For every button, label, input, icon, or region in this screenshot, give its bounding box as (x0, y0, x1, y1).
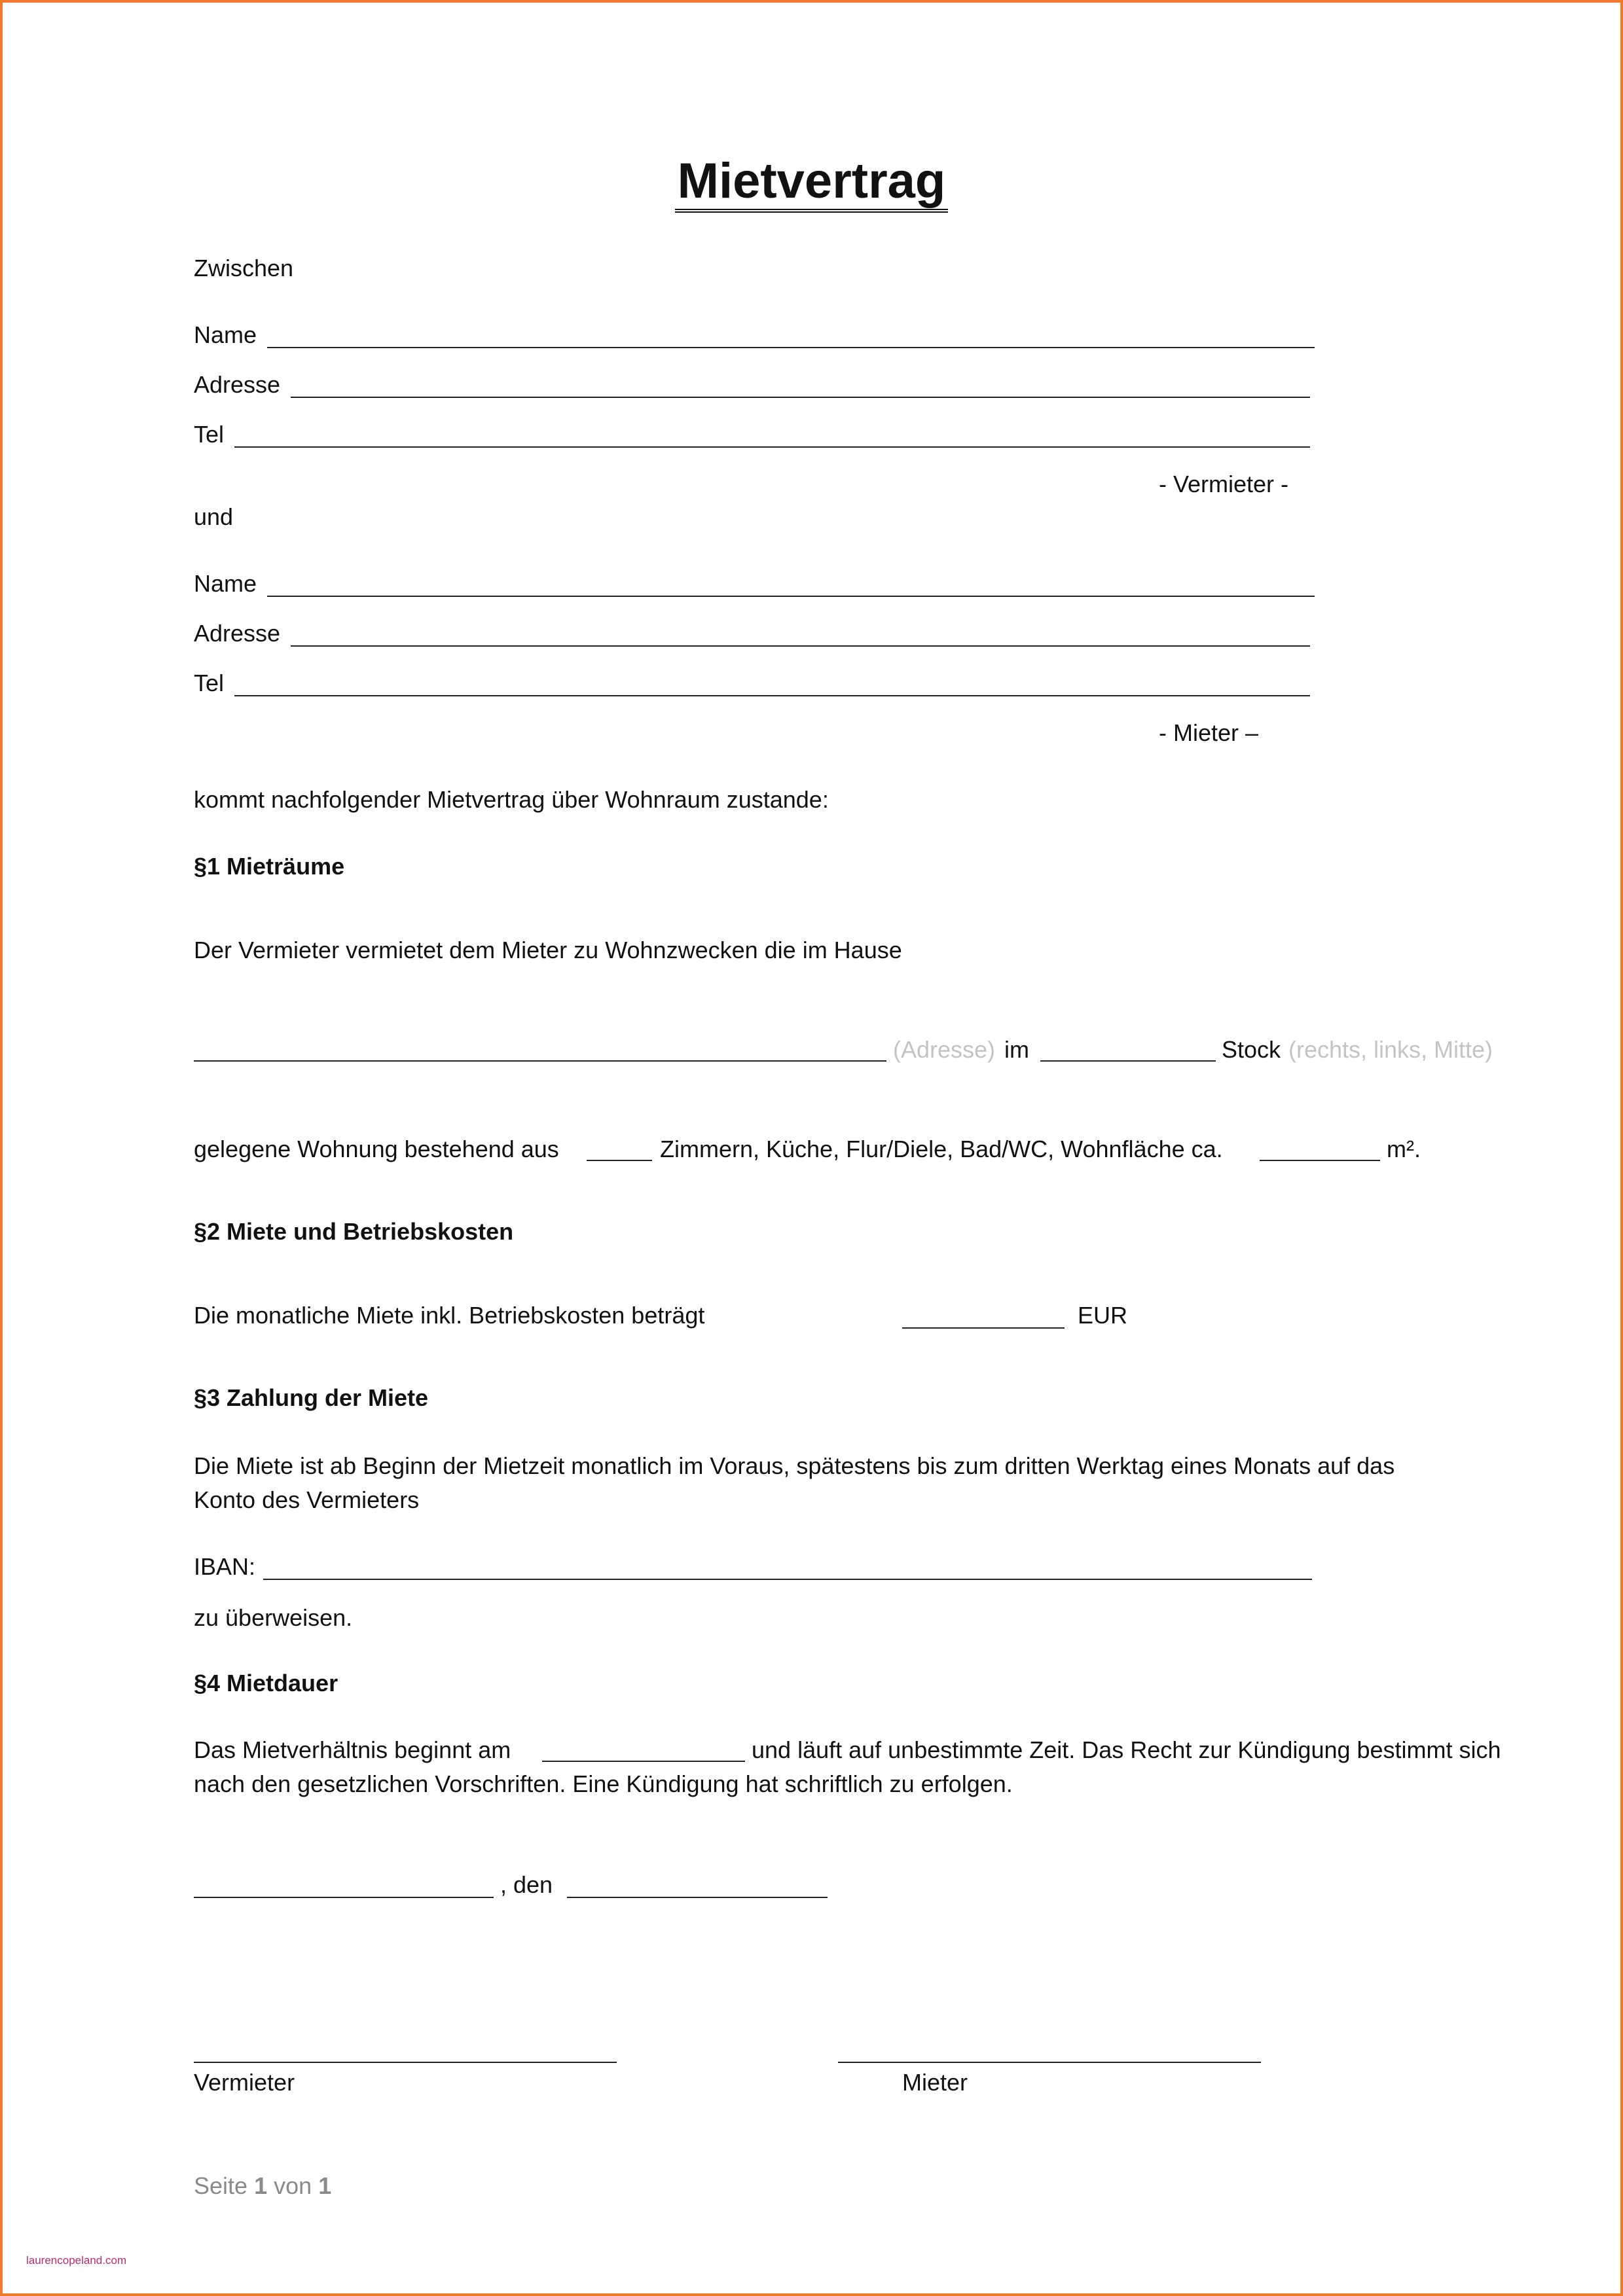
side-hint: (rechts, links, Mitte) (1288, 1036, 1493, 1063)
date-field[interactable] (567, 1897, 828, 1898)
tenant-tel-field[interactable] (234, 695, 1310, 696)
im-label: im (1004, 1036, 1029, 1063)
section-3-text-1: Die Miete ist ab Beginn der Mietzeit monatlich im Voraus, spätestens bis zum dritten Werktag eines Monats auf das (194, 1452, 1395, 1479)
section-2-text: Die monatliche Miete inkl. Betriebskosten beträgt (194, 1302, 705, 1329)
section-1-text: Der Vermieter vermietet dem Mieter zu Wohnzwecken die im Hause (194, 937, 902, 963)
tenant-address-label: Adresse (194, 620, 281, 647)
area-field[interactable] (1260, 1160, 1380, 1161)
landlord-signature-label: Vermieter (194, 2069, 295, 2096)
section-1-heading: §1 Mieträume (194, 853, 345, 880)
landlord-address-label: Adresse (194, 371, 281, 398)
landlord-tel-field[interactable] (234, 446, 1310, 448)
tenant-signature-field[interactable] (838, 2062, 1261, 2063)
document-title: Mietvertrag (3, 152, 1620, 211)
tenant-tel-label: Tel (194, 670, 225, 696)
section-4-text-a: Das Mietverhältnis beginnt am (194, 1736, 511, 1763)
section-3-text-2: Konto des Vermieters (194, 1486, 420, 1513)
section-4-text-b: und läuft auf unbestimmte Zeit. Das Recht zur Kündigung bestimmt sich (752, 1736, 1501, 1763)
intro-text: kommt nachfolgender Mietvertrag über Wohnraum zustande: (194, 786, 829, 813)
start-date-field[interactable] (542, 1761, 745, 1762)
apartment-text-a: gelegene Wohnung bestehend aus (194, 1136, 559, 1162)
tenant-role: - Mieter – (1159, 719, 1259, 746)
address-hint: (Adresse) (893, 1036, 996, 1063)
rent-amount-field[interactable] (902, 1327, 1065, 1329)
landlord-name-field[interactable] (267, 347, 1315, 348)
section-2-heading: §2 Miete und Betriebskosten (194, 1218, 514, 1245)
footer-seite: Seite (194, 2172, 248, 2199)
landlord-address-field[interactable] (291, 397, 1310, 398)
currency-label: EUR (1078, 1302, 1128, 1329)
page-footer (194, 2172, 331, 2200)
iban-label: IBAN: (194, 1553, 256, 1580)
area-unit: m². (1387, 1136, 1421, 1162)
watermark-text: laurencopeland.com (26, 2254, 127, 2267)
place-field[interactable] (194, 1897, 494, 1898)
section-3-text-3: zu überweisen. (194, 1604, 353, 1631)
between-label: Zwischen (194, 255, 294, 281)
footer-page-total: 1 (318, 2172, 332, 2199)
landlord-tel-label: Tel (194, 421, 225, 448)
property-address-field[interactable] (194, 1060, 886, 1062)
apartment-text-b: Zimmern, Küche, Flur/Diele, Bad/WC, Wohnfläche ca. (660, 1136, 1223, 1162)
place-date-separator: , den (500, 1871, 553, 1898)
landlord-signature-field[interactable] (194, 2062, 617, 2063)
landlord-role: - Vermieter - (1159, 471, 1289, 497)
tenant-name-field[interactable] (267, 596, 1315, 597)
and-label: und (194, 503, 234, 530)
section-3-heading: §3 Zahlung der Miete (194, 1384, 429, 1411)
landlord-name-label: Name (194, 321, 257, 348)
tenant-name-label: Name (194, 570, 257, 597)
section-4-heading: §4 Mietdauer (194, 1670, 338, 1696)
footer-von: von (274, 2172, 312, 2199)
section-4-text-2: nach den gesetzlichen Vorschriften. Eine Kündigung hat schriftlich zu erfolgen. (194, 1770, 1013, 1797)
tenant-signature-label: Mieter (902, 2069, 968, 2096)
floor-field[interactable] (1040, 1060, 1216, 1062)
tenant-address-field[interactable] (291, 645, 1310, 647)
rooms-field[interactable] (587, 1160, 652, 1161)
footer-page-number: 1 (254, 2172, 268, 2199)
stock-label: Stock (1222, 1036, 1281, 1063)
iban-field[interactable] (263, 1579, 1312, 1580)
